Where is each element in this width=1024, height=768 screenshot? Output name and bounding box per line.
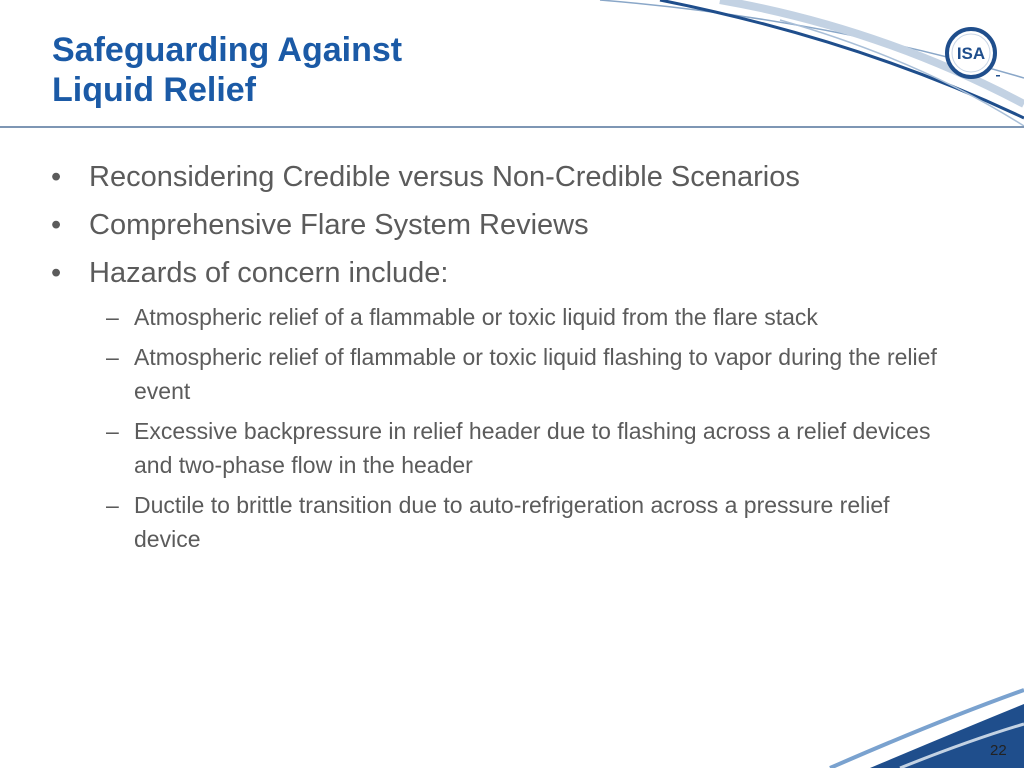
bullet-marker: • [51, 161, 62, 193]
sub-bullet-text: Excessive backpressure in relief header due to flashing across a relief devices and two-phase flow in the header [134, 418, 931, 478]
sub-bullet-marker: – [106, 344, 119, 370]
bullet-text: Hazards of concern include: [89, 257, 449, 289]
bullet-marker: • [51, 257, 62, 289]
slide-title-line-1: Safeguarding Against [52, 31, 403, 69]
isa-logo-text: ISA [956, 44, 986, 63]
sub-bullet-marker: – [106, 492, 119, 518]
sub-bullet-marker: – [106, 418, 119, 444]
page-number: 22 [990, 742, 1007, 759]
sub-bullet-text: Atmospheric relief of a flammable or toxic liquid from the flare stack [134, 304, 818, 330]
sub-bullet-marker: – [106, 304, 119, 330]
bullet-text: Reconsidering Credible versus Non-Credible Scenarios [89, 161, 800, 193]
sub-bullet-text: Ductile to brittle transition due to auto-refrigeration across a pressure relief device [134, 492, 890, 552]
bullet-text: Comprehensive Flare System Reviews [89, 209, 589, 241]
sub-bullet-text: Atmospheric relief of flammable or toxic liquid flashing to vapor during the relief event [134, 344, 937, 404]
slide-title-line-2: Liquid Relief [52, 71, 256, 109]
bullet-marker: • [51, 209, 62, 241]
